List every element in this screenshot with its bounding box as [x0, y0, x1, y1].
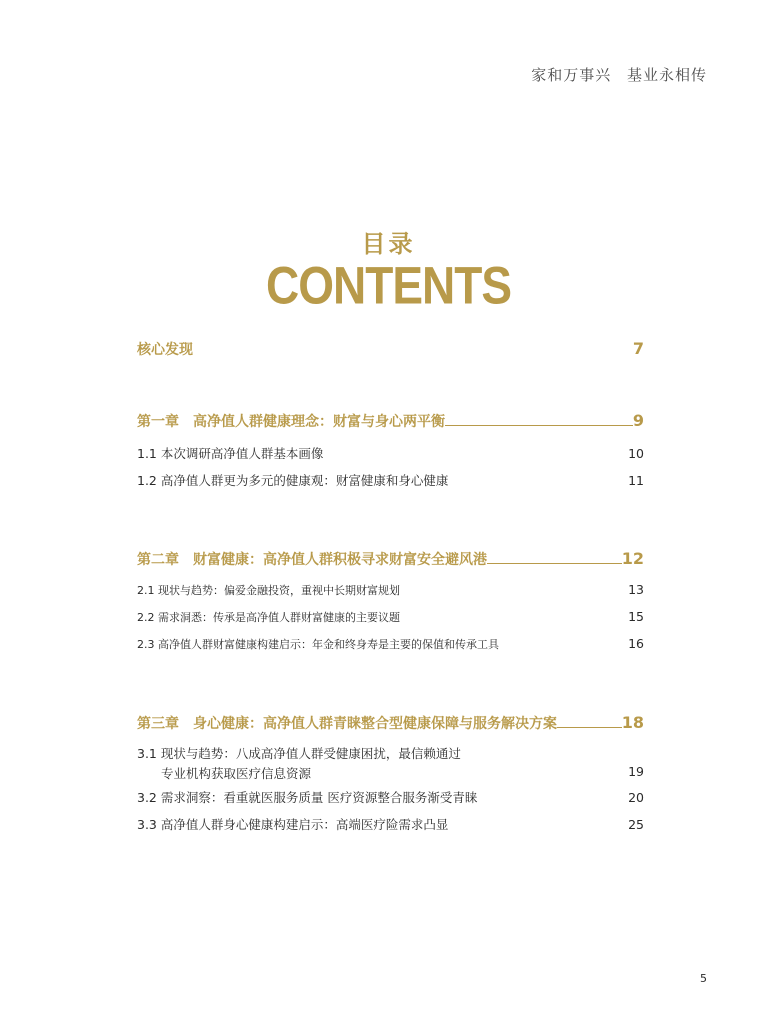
leader-line	[557, 727, 622, 728]
toc-item-page: 25	[628, 817, 644, 832]
toc-item-3-2[interactable]	[137, 788, 644, 806]
leader-line	[487, 563, 622, 564]
toc-item-page: 15	[628, 609, 644, 624]
core-findings-label: 核心发现	[137, 342, 193, 358]
chapter-3-entry[interactable]	[137, 713, 644, 733]
toc-item-text: 3.3 高净值人群身心健康构建启示：高端医疗险需求凸显	[137, 817, 449, 832]
chapter-3-title: 身心健康：高净值人群青睐整合型健康保障与服务解决方案	[193, 716, 557, 732]
toc-item-text: 3.2 需求洞察：看重就医服务质量 医疗资源整合服务渐受青睐	[137, 790, 478, 805]
leader-line	[445, 425, 633, 426]
chapter-2-title: 财富健康：高净值人群积极寻求财富安全避风港	[193, 552, 487, 568]
chapter-2-entry[interactable]	[137, 549, 644, 569]
toc-item-2-2[interactable]	[137, 609, 644, 625]
toc-item-page: 11	[628, 473, 644, 488]
toc-item-text: 2.2 需求洞悉：传承是高净值人群财富健康的主要议题	[137, 611, 400, 624]
header-slogan: 家和万事兴 基业永相传	[531, 66, 707, 84]
core-findings-entry[interactable]	[137, 339, 644, 359]
toc-item-3-1[interactable]	[137, 744, 644, 782]
toc-item-page: 20	[628, 790, 644, 805]
chapter-3-page: 18	[621, 713, 644, 732]
toc-item-page: 16	[628, 636, 644, 651]
toc-item-1-2[interactable]	[137, 471, 644, 489]
chapter-1-title: 高净值人群健康理念：财富与身心两平衡	[193, 414, 445, 430]
toc-item-page: 13	[628, 582, 644, 597]
toc-title-english: CONTENTS	[266, 255, 511, 315]
toc-item-3-3[interactable]	[137, 815, 644, 833]
toc-item-1-1[interactable]	[137, 444, 644, 462]
toc-item-page: 19	[628, 764, 644, 779]
toc-item-text: 2.3 高净值人群财富健康构建启示：年金和终身寿是主要的保值和传承工具	[137, 638, 499, 651]
toc-item-text: 3.1 现状与趋势：八成高净值人群受健康困扰，最信赖通过	[137, 746, 461, 761]
toc-item-2-1[interactable]	[137, 582, 644, 598]
chapter-2-page: 12	[621, 549, 644, 568]
toc-item-text: 1.1 本次调研高净值人群基本画像	[137, 446, 324, 461]
toc-item-text: 1.2 高净值人群更为多元的健康观：财富健康和身心健康	[137, 473, 449, 488]
chapter-1-page: 9	[632, 411, 644, 430]
core-findings-page: 7	[632, 339, 644, 358]
chapter-1-number: 第一章	[137, 414, 179, 430]
toc-item-text: 2.1 现状与趋势：偏爱金融投资，重视中长期财富规划	[137, 584, 400, 597]
toc-item-2-3[interactable]	[137, 636, 644, 652]
toc-title-chinese: 目录	[361, 230, 416, 258]
chapter-3-number: 第三章	[137, 716, 179, 732]
toc-item-text-continued: 专业机构获取医疗信息资源	[161, 766, 312, 781]
toc-item-page: 10	[628, 446, 644, 461]
chapter-1-entry[interactable]	[137, 411, 644, 431]
chapter-2-number: 第二章	[137, 552, 179, 568]
page-number: 5	[700, 972, 707, 985]
